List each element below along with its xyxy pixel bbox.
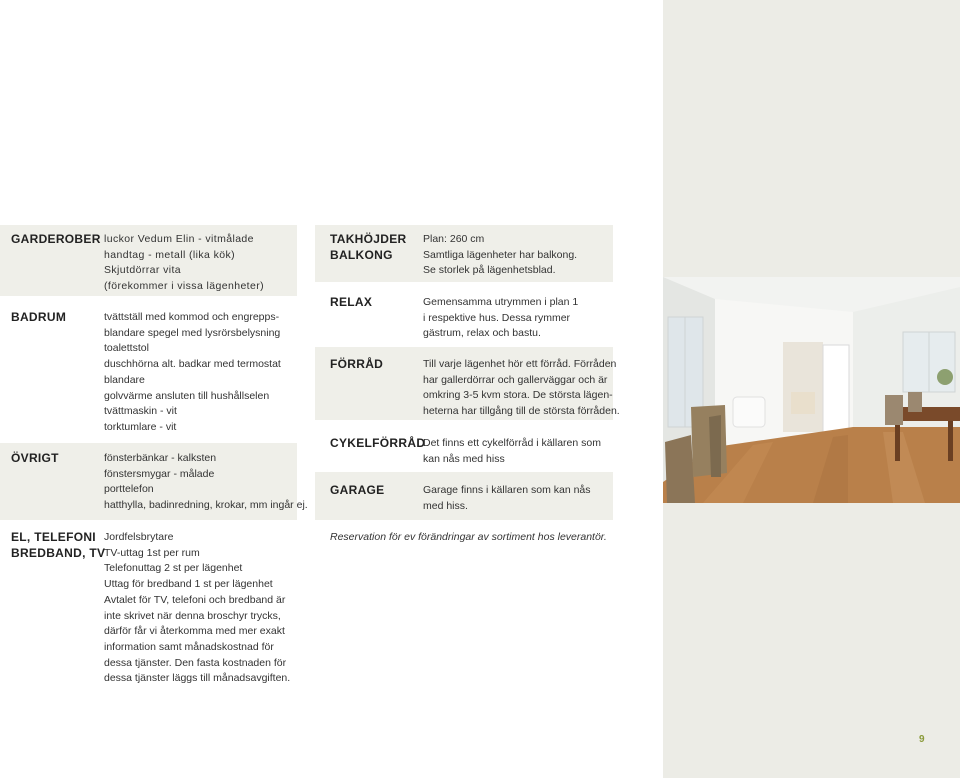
el-telefoni-text [104, 530, 290, 687]
label-garage: GARAGE [330, 483, 385, 497]
page-number: 9 [919, 734, 925, 745]
label-takhojder [330, 232, 406, 263]
label-line: BALKONG [330, 247, 393, 262]
text-line: porttelefon [104, 483, 154, 496]
text-line: (förekommer i vissa lägenheter) [104, 280, 265, 293]
relax-text [423, 295, 578, 342]
text-line: Garage finns i källaren som kan nås [423, 484, 591, 496]
ovrigt-text [104, 451, 308, 514]
text-line: information samt månadskostnad för [104, 640, 274, 653]
label-el-telefoni [11, 530, 105, 561]
text-line: med hiss. [423, 499, 468, 512]
text-line: blandare spegel med lysrörsbelysning [104, 326, 281, 339]
text-line: Gemensamma utrymmen i plan 1 [423, 296, 579, 308]
label-ovrigt: ÖVRIGT [11, 451, 59, 465]
text-line: tvättställ med kommod och engrepps- [104, 311, 280, 323]
garderober-text [104, 232, 264, 295]
reservation-note: Reservation för ev förändringar av sortiment hos leverantör. [330, 531, 607, 543]
text-line: Samtliga lägenheter har balkong. [423, 248, 578, 261]
text-line: duschhörna alt. badkar med termostat [104, 358, 281, 371]
text-line: Telefonuttag 2 st per lägenhet [104, 562, 243, 575]
label-forrad: FÖRRÅD [330, 357, 384, 371]
cykelforrad-text [423, 436, 601, 467]
text-line: i respektive hus. Dessa rymmer [423, 311, 571, 324]
label-badrum: BADRUM [11, 310, 67, 324]
label-garderober: GARDEROBER [11, 232, 101, 246]
text-line: blandare [104, 373, 145, 386]
text-line: Avtalet för TV, telefoni och bredband är [104, 593, 286, 606]
text-line: inte skrivet när denna broschyr trycks, [104, 609, 281, 622]
text-line: golvvärme ansluten till hushållselen [104, 389, 270, 402]
text-line: Se storlek på lägenhetsblad. [423, 264, 556, 277]
text-line: Uttag för bredband 1 st per lägenhet [104, 578, 273, 591]
text-line: tvättmaskin - vit [104, 405, 177, 418]
text-line: dessa tjänster. Den fasta kostnaden för [104, 656, 287, 669]
text-line: Det finns ett cykelförråd i källaren som [423, 437, 601, 449]
text-line: torktumlare - vit [104, 420, 177, 433]
interior-photo [663, 277, 960, 503]
text-line: handtag - metall (lika kök) [104, 248, 236, 261]
text-line: Plan: 260 cm [423, 233, 485, 245]
text-line: TV-uttag 1st per rum [104, 546, 200, 559]
label-cykelforrad: CYKELFÖRRÅD [330, 436, 426, 450]
text-line: kan nås med hiss [423, 452, 505, 465]
label-line: EL, TELEFONI [11, 530, 96, 544]
forrad-text [423, 357, 620, 420]
label-line: BREDBAND, TV [11, 545, 106, 560]
text-line: toalettstol [104, 342, 149, 355]
text-line: hatthylla, badinredning, krokar, mm ingår ej. [104, 499, 308, 512]
text-line: luckor Vedum Elin - vitmålade [104, 233, 254, 245]
garage-text [423, 483, 591, 514]
text-line: gästrum, relax och bastu. [423, 327, 541, 340]
label-relax: RELAX [330, 295, 373, 309]
text-line: Jordfelsbrytare [104, 531, 174, 543]
text-line: Till varje lägenhet hör ett förråd. Förråden [423, 358, 617, 370]
text-line: omkring 3-5 kvm stora. De största lägen- [423, 389, 613, 402]
text-line: fönsterbänkar - kalksten [104, 452, 217, 464]
text-line: Skjutdörrar vita [104, 264, 182, 277]
takhojder-text [423, 232, 577, 279]
text-line: heterna har tillgång till de största förråden. [423, 405, 620, 418]
badrum-text [104, 310, 281, 436]
text-line: därför får vi återkomma med mer exakt [104, 625, 285, 638]
text-line: dessa tjänster läggs till månadsavgiften. [104, 672, 291, 685]
text-line: fönstersmygar - målade [104, 467, 215, 480]
text-line: har gallerdörrar och gallerväggar och är [423, 373, 608, 386]
label-line: TAKHÖJDER [330, 232, 407, 246]
